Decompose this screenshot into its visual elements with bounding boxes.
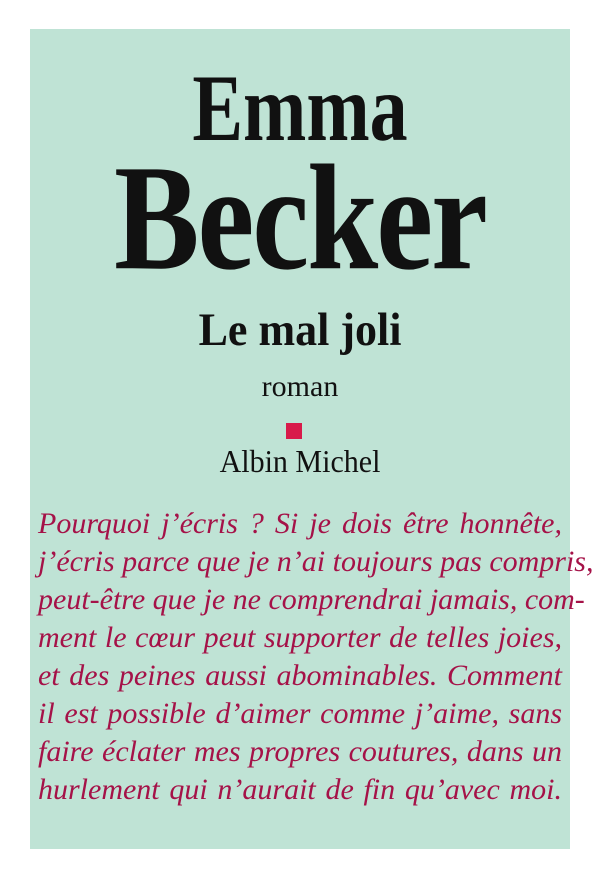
author-last-name: Becker: [114, 133, 486, 302]
blurb-line: peut-être que je ne comprendrai jamais, com-: [38, 583, 585, 616]
book-cover: [30, 29, 594, 849]
genre-label: roman: [261, 370, 339, 403]
blurb-line: hurlement qui n’aurait de fin qu’avec moi.: [38, 773, 562, 806]
blurb-line: il est possible d’aimer comme j’aime, sans: [38, 697, 562, 730]
blurb-text: [38, 505, 594, 809]
blurb-line: faire éclater mes propres coutures, dans un: [38, 735, 562, 768]
blurb-line: j’écris parce que je n’ai toujours pas compris,: [38, 545, 594, 578]
blurb-line: ment le cœur peut supporter de telles joies,: [38, 621, 562, 654]
author-first-name: Emma: [192, 56, 408, 161]
blurb-line: et des peines aussi abominables. Comment: [38, 659, 562, 692]
book-title: Le mal joli: [198, 303, 402, 356]
blurb-line: Pourquoi j’écris ? Si je dois être honnête,: [38, 507, 562, 540]
publisher-name: Albin Michel: [219, 444, 381, 480]
red-square-icon: [286, 423, 302, 439]
